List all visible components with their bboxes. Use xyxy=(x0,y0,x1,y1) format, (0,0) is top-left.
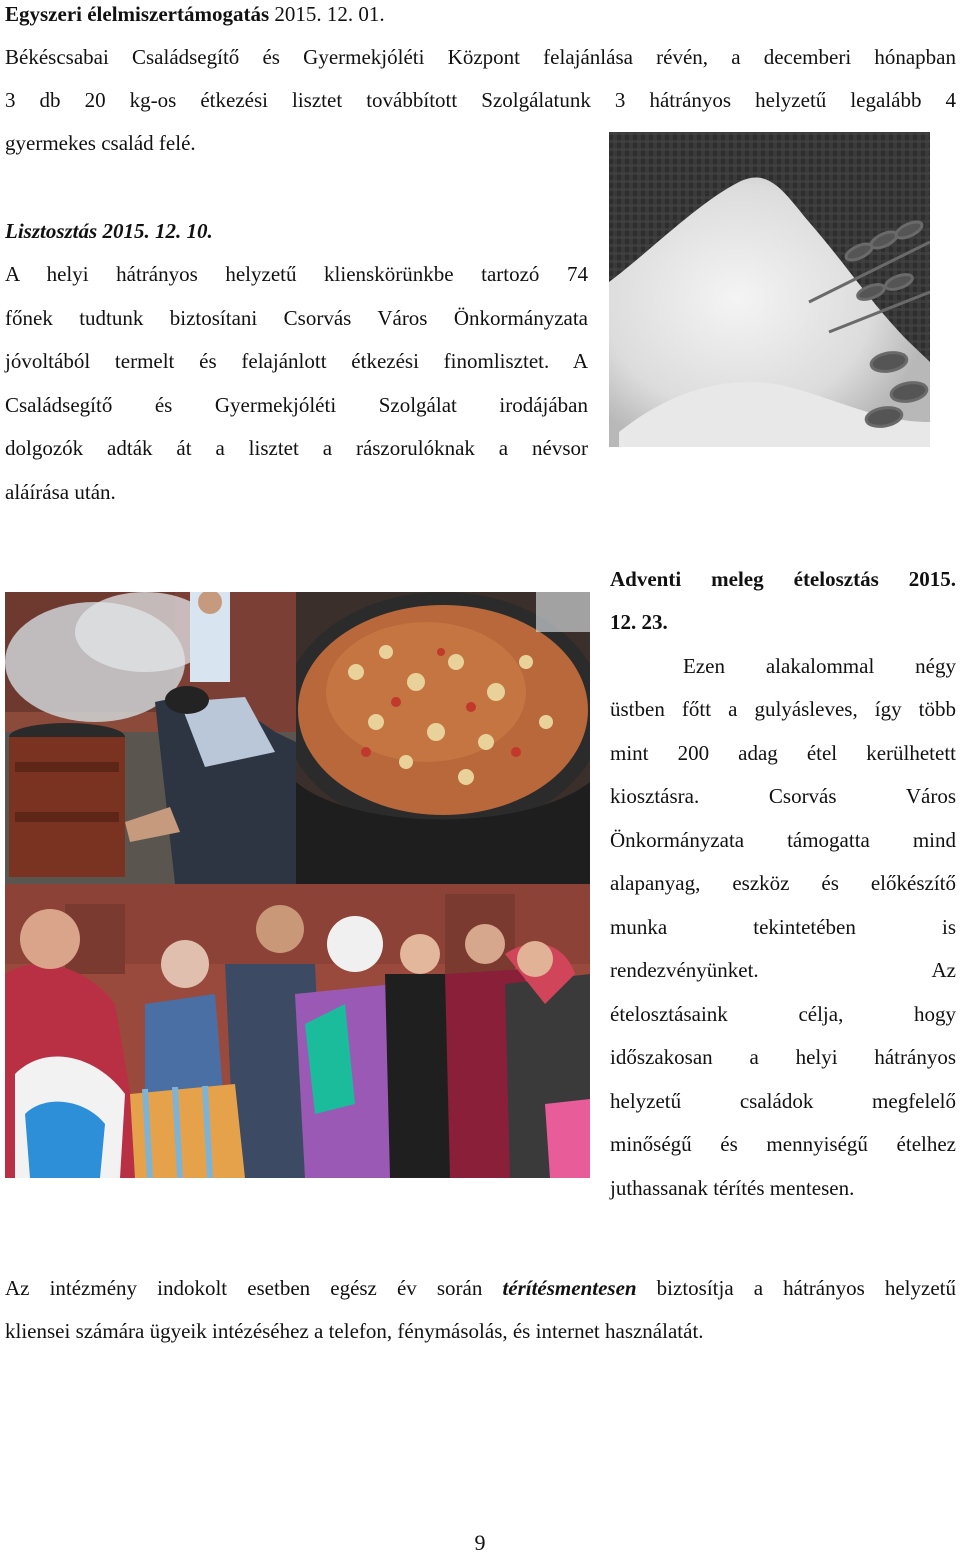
paragraph-line: aláírása után. xyxy=(5,480,116,504)
paragraph-line: Békéscsabai Családsegítő és Gyermekjóléti Központ felajánlása révén, a decemberi hónapban xyxy=(5,45,956,69)
paragraph-line: dolgozók adták át a lisztet a rászorulóknak a névsor xyxy=(5,436,588,460)
page-number: 9 xyxy=(474,1530,486,1555)
paragraph-line: minőségű és mennyiségű ételhez xyxy=(610,1132,956,1156)
paragraph-line: gyermekes család felé. xyxy=(5,131,196,155)
paragraph-line: üstben főtt a gulyásleves, így több xyxy=(610,697,956,721)
goulash-pot-photo xyxy=(296,592,590,884)
paragraph-line: rendezvényünket. Az xyxy=(610,958,956,982)
paragraph-line: 3 db 20 kg-os étkezési lisztet továbbított Szolgálatunk 3 hátrányos helyzetű legalább 4 xyxy=(5,88,956,112)
paragraph-line: munka tekintetében is xyxy=(610,915,956,939)
paragraph-line: főnek tudtunk biztosítani Csorvás Város Önkormányzata xyxy=(5,306,588,330)
paragraph-line: helyzetű családok megfelelő xyxy=(610,1089,956,1113)
cooking-fire-photo xyxy=(5,592,296,884)
section-title: Adventi meleg ételosztás 2015. xyxy=(610,567,956,591)
paragraph-line: mint 200 adag étel kerülhetett xyxy=(610,741,956,765)
paragraph-line: Családsegítő és Gyermekjóléti Szolgálat irodájában xyxy=(5,393,588,417)
paragraph-line: időszakosan a helyi hátrányos xyxy=(610,1045,956,1069)
paragraph-line: jóvoltából termelt és felajánlott étkezési finomlisztet. A xyxy=(5,349,588,373)
section-title: Lisztosztás 2015. 12. 10. xyxy=(5,219,213,243)
section-title: Egyszeri élelmiszertámogatás 2015. 12. 01. xyxy=(5,2,385,26)
section-title-cont: 12. 23. xyxy=(610,610,668,634)
emphasis-free-of-charge: térítésmentesen xyxy=(502,1276,637,1300)
paragraph-line: juthassanak térítés mentesen. xyxy=(610,1176,855,1200)
paragraph-line: kiosztásra. Csorvás Város xyxy=(610,784,956,808)
paragraph-line: alapanyag, eszköz és előkészítő xyxy=(610,871,956,895)
people-queue-photo xyxy=(5,884,590,1178)
paragraph-line: ételosztásaink célja, hogy xyxy=(610,1002,956,1026)
paragraph-line: kliensei számára ügyeik intézéséhez a telefon, fénymásolás, és internet használatát. xyxy=(5,1319,704,1343)
flour-photo xyxy=(609,132,930,447)
paragraph-line: Önkormányzata támogatta mind xyxy=(610,828,956,852)
paragraph-line: A helyi hátrányos helyzetű klienskörünkbe tartozó 74 xyxy=(5,262,588,286)
paragraph-line: Az intézmény indokolt esetben egész év során térítésmentesen biztosítja a hátrányos helyzetű xyxy=(5,1276,956,1300)
paragraph-line: Ezen alakalommal négy xyxy=(683,654,956,678)
